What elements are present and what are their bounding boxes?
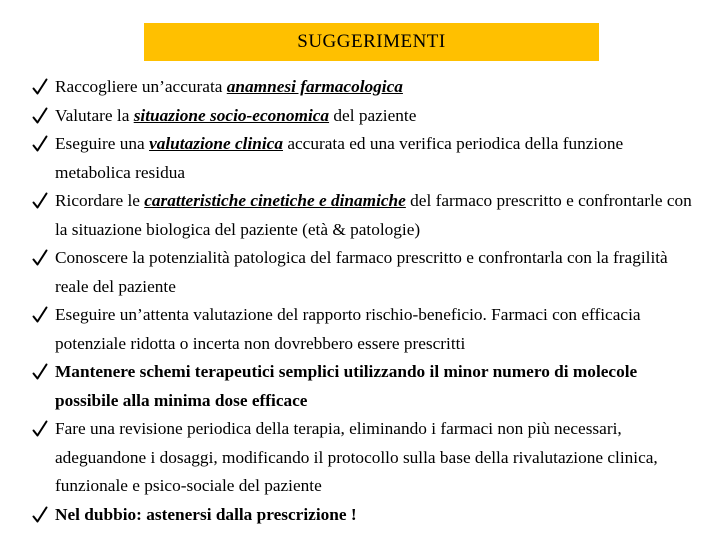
text-run: Eseguire una [55, 134, 150, 153]
list-item-text [55, 419, 658, 495]
text-run: caratteristiche cinetiche e dinamiche [144, 191, 406, 210]
text-run: Ricordare le [55, 191, 145, 210]
text-run: valutazione clinica [149, 134, 283, 153]
list-item [31, 415, 703, 501]
checkmark-icon [31, 102, 49, 130]
list-item-text [55, 106, 416, 125]
suggestions-list [31, 73, 703, 529]
text-run: Raccogliere un’accurata [55, 77, 227, 96]
text-run: Mantenere schemi terapeutici semplici utilizzando il minor numero di molecole possibile alla minima dose efficace [55, 362, 638, 410]
list-item-text [55, 77, 403, 96]
list-item [31, 130, 703, 187]
list-item [31, 301, 703, 358]
checkmark-icon [31, 130, 49, 158]
list-item-text [55, 305, 641, 353]
list-item [31, 73, 703, 102]
list-item-text [55, 191, 692, 239]
text-run: Eseguire un’attenta valutazione del rapporto rischio-beneficio. Farmaci con efficacia potenziale ridotta o incerta non dovrebbero essere prescritti [55, 305, 641, 353]
text-run: del farmaco prescritto e confrontarle con la situazione biologica del paziente (età & patologie) [55, 191, 692, 239]
checkmark-icon [31, 501, 49, 529]
text-run: anamnesi farmacologica [226, 77, 403, 96]
text-run: Nel dubbio: astenersi dalla prescrizione ! [55, 504, 357, 524]
list-item-text [55, 505, 357, 524]
checkmark-icon [31, 244, 49, 272]
checkmark-icon [31, 73, 49, 101]
list-item [31, 102, 703, 131]
list-item-text [55, 134, 623, 182]
page-title: SUGGERIMENTI [297, 31, 446, 52]
text-run: accurata ed una verifica periodica della funzione metabolica residua [55, 134, 624, 182]
list-item-text [55, 248, 668, 296]
list-item [31, 244, 703, 301]
text-run: Conoscere la potenzialità patologica del farmaco prescritto e confrontarla con la fragilità reale del paziente [55, 248, 668, 296]
text-run: Valutare la [55, 105, 134, 125]
list-item [31, 501, 703, 530]
checkmark-icon [31, 358, 49, 386]
list-item [31, 358, 703, 415]
checkmark-icon [31, 301, 49, 329]
text-run: Fare una revisione periodica della terapia, eliminando i farmaci non più necessari, adeguandone i dosaggi, modificando il protocollo sulla base della rivalutazione clinica, funzionale e psico-sociale del paziente [55, 419, 658, 495]
list-item [31, 187, 703, 244]
checkmark-icon [31, 415, 49, 443]
text-run: del paziente [329, 105, 417, 125]
text-run: situazione socio-economica [133, 105, 330, 125]
list-item-text [55, 362, 637, 410]
title-banner [144, 23, 599, 61]
checkmark-icon [31, 187, 49, 215]
